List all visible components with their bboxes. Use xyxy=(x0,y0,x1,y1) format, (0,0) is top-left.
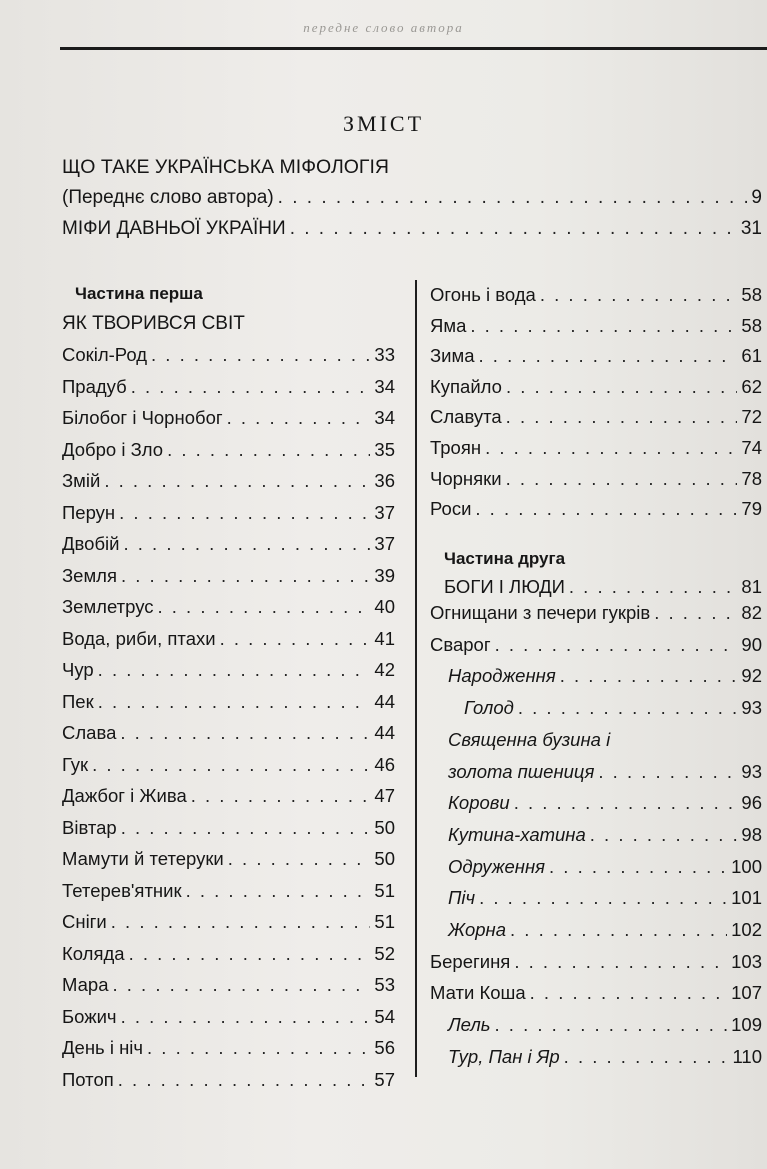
toc-entry[interactable] xyxy=(62,344,395,366)
leader-dots xyxy=(113,974,371,996)
toc-entry[interactable] xyxy=(62,880,395,902)
toc-entry-page: 51 xyxy=(374,911,395,932)
toc-entry[interactable] xyxy=(430,982,762,1004)
toc-entry-label: Священна бузина і xyxy=(448,728,611,750)
leader-dots xyxy=(151,344,370,366)
toc-entry-page: 9 xyxy=(751,187,762,208)
toc-entry-label: Зима xyxy=(430,345,475,367)
leader-dots xyxy=(569,576,738,598)
toc-entry-label: Добро і Зло xyxy=(62,438,164,460)
toc-entry-label: Слава xyxy=(62,722,117,743)
toc-entry-label: Потоп xyxy=(62,1068,114,1090)
toc-entry-page: 61 xyxy=(741,345,762,367)
toc-entry[interactable] xyxy=(430,345,762,367)
toc-entry-label: Дажбог і Жива xyxy=(62,785,187,806)
toc-entry[interactable] xyxy=(430,919,762,941)
toc-entry[interactable] xyxy=(430,602,762,624)
toc-entry-page: 42 xyxy=(374,659,395,680)
toc-entry-label: Прадуб xyxy=(62,375,127,397)
toc-entry-page: 46 xyxy=(374,753,395,775)
toc-entry-page: 62 xyxy=(741,375,762,397)
leader-dots xyxy=(119,502,370,524)
leader-dots xyxy=(191,785,371,807)
toc-entry-label: МІФИ ДАВНЬОЇ УКРАЇНИ xyxy=(62,218,286,239)
toc-entry-label: Божич xyxy=(62,1005,117,1027)
toc-entry[interactable] xyxy=(430,729,762,751)
toc-entry-page: 103 xyxy=(731,950,762,972)
leader-dots xyxy=(121,817,371,839)
toc-entry-page: 44 xyxy=(374,722,395,743)
leader-dots xyxy=(514,792,738,814)
leader-dots xyxy=(564,1046,729,1068)
leader-dots xyxy=(470,315,737,337)
toc-entry[interactable] xyxy=(430,824,762,846)
toc-entry-page: 82 xyxy=(741,602,762,623)
leader-dots xyxy=(92,754,370,776)
column-divider xyxy=(415,280,417,1077)
toc-entry-label: Перун xyxy=(62,501,116,523)
toc-entry-label: Одруження xyxy=(448,855,546,877)
leader-dots xyxy=(495,634,738,656)
toc-entry-page: 37 xyxy=(374,533,395,554)
toc-entry-label: Землетрус xyxy=(62,596,154,617)
toc-entry[interactable] xyxy=(62,659,395,681)
toc-entry-page: 58 xyxy=(741,284,762,305)
toc-entry-label: Вівтар xyxy=(62,816,117,838)
leader-dots xyxy=(131,376,371,398)
leader-dots xyxy=(167,439,370,461)
toc-entry[interactable] xyxy=(62,502,395,524)
toc-entry-label: Чорняки xyxy=(430,467,502,489)
leader-dots xyxy=(220,628,371,650)
toc-entry-page: 36 xyxy=(374,470,395,491)
leader-dots xyxy=(549,856,727,878)
toc-entry-label: Двобій xyxy=(62,533,120,554)
toc-entry-page: 31 xyxy=(740,218,762,239)
toc-entry-page: 33 xyxy=(374,344,395,365)
toc-entry-intro[interactable] xyxy=(62,187,762,209)
toc-entry-label: Сокіл-Род xyxy=(62,344,148,365)
leader-dots xyxy=(514,951,727,973)
toc-entry-page: 74 xyxy=(741,437,762,458)
leader-dots xyxy=(506,406,738,428)
leader-dots xyxy=(227,407,371,429)
toc-entry-label: (Переднє слово автора) xyxy=(62,187,274,208)
toc-entry-page: 96 xyxy=(741,792,762,814)
leader-dots xyxy=(506,468,738,490)
toc-entry-page: 98 xyxy=(741,823,762,845)
toc-entry[interactable] xyxy=(62,974,395,996)
toc-entry[interactable] xyxy=(62,691,395,713)
toc-entry[interactable] xyxy=(430,284,762,306)
part1-title: ЯК ТВОРИВСЯ СВІТ xyxy=(62,313,245,334)
part1-label: Частина перша xyxy=(75,284,203,303)
leader-dots xyxy=(111,911,371,933)
toc-entry-page: 39 xyxy=(374,564,395,586)
toc-entry-page: 93 xyxy=(741,697,762,719)
leader-dots xyxy=(129,943,371,965)
leader-dots xyxy=(158,596,371,618)
toc-entry[interactable] xyxy=(62,911,395,933)
running-head: передне слово автора xyxy=(303,20,464,35)
toc-entry-label: Пек xyxy=(62,690,94,712)
leader-dots xyxy=(479,887,727,909)
toc-entry[interactable] xyxy=(62,817,395,839)
toc-entry-label: золота пшениця xyxy=(448,760,595,782)
toc-entry[interactable] xyxy=(430,437,762,459)
leader-dots xyxy=(654,602,737,624)
toc-entry-label: День і ніч xyxy=(62,1037,144,1058)
leader-dots xyxy=(560,665,738,687)
toc-entry-label: Вода, риби, птахи xyxy=(62,627,216,649)
leader-dots xyxy=(598,761,737,783)
toc-entry-page: 35 xyxy=(374,438,395,460)
toc-entry-page: 40 xyxy=(374,596,395,617)
toc-entry-page: 47 xyxy=(374,785,395,806)
leader-dots xyxy=(495,1014,728,1036)
toc-entry[interactable] xyxy=(430,761,762,783)
toc-entry[interactable] xyxy=(430,697,762,719)
toc-entry-label: Мамути й тетеруки xyxy=(62,848,224,869)
toc-entry-label: Роси xyxy=(430,498,472,520)
toc-entry-page: 56 xyxy=(374,1037,395,1058)
toc-entry-page: 110 xyxy=(732,1045,762,1067)
toc-entry[interactable] xyxy=(430,856,762,878)
toc-entry-label: Голод xyxy=(464,697,514,719)
leader-dots xyxy=(186,880,371,902)
toc-entry-page: 50 xyxy=(374,848,395,869)
toc-entry-label: Тур, Пан і Яр xyxy=(448,1045,560,1067)
toc-entry[interactable] xyxy=(62,407,395,429)
leader-dots xyxy=(228,848,371,870)
toc-entry-label: Мати Коша xyxy=(430,982,526,1004)
toc-entry-page: 93 xyxy=(741,760,762,782)
toc-entry[interactable] xyxy=(430,634,762,656)
toc-entry-myths[interactable] xyxy=(62,218,762,240)
toc-entry-page: 79 xyxy=(741,498,762,520)
toc-entry-label: Мара xyxy=(62,974,109,995)
toc-entry[interactable] xyxy=(62,596,395,618)
toc-entry-page: 57 xyxy=(374,1068,395,1090)
toc-entry[interactable] xyxy=(430,498,762,520)
toc-entry[interactable] xyxy=(62,1069,395,1091)
leader-dots xyxy=(485,437,737,459)
toc-entry-page: 34 xyxy=(374,375,395,397)
leader-dots xyxy=(475,498,737,520)
toc-entry[interactable] xyxy=(430,951,762,973)
toc-entry[interactable] xyxy=(62,722,395,744)
toc-entry-label: Берегиня xyxy=(430,950,511,972)
toc-entry-page: 34 xyxy=(374,407,395,428)
leader-dots xyxy=(590,824,738,846)
toc-entry-page: 101 xyxy=(731,887,762,909)
toc-entry-label: Чур xyxy=(62,659,94,680)
leader-dots xyxy=(121,1006,371,1028)
toc-entry-page: 92 xyxy=(741,665,762,687)
leader-dots xyxy=(479,345,738,367)
toc-entry-label: Кутина-хатина xyxy=(448,823,586,845)
toc-entry-part2[interactable] xyxy=(430,576,762,598)
toc-entry-page: 44 xyxy=(374,690,395,712)
toc-entry-page: 54 xyxy=(374,1005,395,1027)
leader-dots xyxy=(147,1037,370,1059)
toc-entry-label: Славута xyxy=(430,406,502,428)
toc-entry[interactable] xyxy=(62,943,395,965)
leader-dots xyxy=(510,919,727,941)
toc-entry[interactable] xyxy=(62,785,395,807)
toc-entry[interactable] xyxy=(430,315,762,337)
toc-entry[interactable] xyxy=(430,376,762,398)
toc-entry-label: Огонь і вода xyxy=(430,284,536,305)
toc-entry-page: 90 xyxy=(741,633,762,655)
toc-entry-label: Білобог і Чорнобог xyxy=(62,407,223,428)
leader-dots xyxy=(530,982,727,1004)
part2-label: Частина друга xyxy=(444,549,566,568)
part2-title: БОГИ І ЛЮДИ xyxy=(444,576,565,597)
page-title: ЗМІСТ xyxy=(342,111,425,136)
leader-dots xyxy=(506,376,737,398)
toc-entry-label: Гук xyxy=(62,753,89,775)
toc-entry-label: Лель xyxy=(448,1014,491,1036)
intro-heading: ЩО ТАКЕ УКРАЇНСЬКА МІФОЛОГІЯ xyxy=(62,156,389,178)
toc-entry-page: 41 xyxy=(374,627,395,649)
toc-entry-label: Сніги xyxy=(62,911,107,932)
toc-entry-label: Коляда xyxy=(62,942,125,964)
toc-entry-label: Сварог xyxy=(430,633,491,655)
leader-dots xyxy=(290,218,737,240)
toc-entry-label: Земля xyxy=(62,564,117,586)
toc-entry[interactable] xyxy=(430,887,762,909)
toc-entry[interactable] xyxy=(62,1037,395,1059)
leader-dots xyxy=(123,533,370,555)
toc-entry-label: Змій xyxy=(62,470,101,491)
toc-entry-label: Піч xyxy=(448,887,476,909)
toc-entry[interactable] xyxy=(62,470,395,492)
toc-entry-page: 109 xyxy=(731,1014,762,1036)
toc-entry[interactable] xyxy=(62,439,395,461)
toc-entry-page: 37 xyxy=(374,501,395,523)
toc-entry[interactable] xyxy=(62,565,395,587)
toc-entry-label: Корови xyxy=(448,792,510,814)
toc-entry-page: 53 xyxy=(374,974,395,995)
toc-entry-label: Огнищани з печери гукрів xyxy=(430,602,651,623)
toc-entry-label: Тетерев'ятник xyxy=(62,879,182,901)
leader-dots xyxy=(104,470,370,492)
leader-dots xyxy=(278,187,748,209)
toc-entry[interactable] xyxy=(62,848,395,870)
toc-entry[interactable] xyxy=(62,628,395,650)
toc-entry-page: 72 xyxy=(741,406,762,428)
toc-entry-label: Купайло xyxy=(430,375,502,397)
toc-entry-label: Народження xyxy=(448,665,556,687)
toc-entry[interactable] xyxy=(62,754,395,776)
toc-entry-page: 50 xyxy=(374,816,395,838)
leader-dots xyxy=(98,659,371,681)
leader-dots xyxy=(518,697,738,719)
toc-entry-page: 52 xyxy=(374,942,395,964)
toc-entry-label: Троян xyxy=(430,437,482,458)
toc-entry[interactable] xyxy=(62,1006,395,1028)
toc-entry-page: 102 xyxy=(731,919,762,940)
toc-entry[interactable] xyxy=(430,792,762,814)
toc-entry[interactable] xyxy=(430,468,762,490)
toc-entry[interactable] xyxy=(430,406,762,428)
toc-entry-page: 78 xyxy=(741,467,762,489)
toc-entry-label: Яма xyxy=(430,314,467,336)
toc-entry-page: 58 xyxy=(741,314,762,336)
toc-entry[interactable] xyxy=(430,665,762,687)
toc-entry[interactable] xyxy=(62,376,395,398)
toc-entry-page: 51 xyxy=(374,879,395,901)
leader-dots xyxy=(540,284,738,306)
leader-dots xyxy=(120,722,370,744)
toc-entry[interactable] xyxy=(430,1014,762,1036)
toc-entry[interactable] xyxy=(62,533,395,555)
toc-entry-page: 107 xyxy=(731,982,762,1004)
top-rule xyxy=(60,47,767,50)
leader-dots xyxy=(121,565,370,587)
toc-entry[interactable] xyxy=(430,1046,762,1068)
leader-dots xyxy=(118,1069,371,1091)
toc-entry-label: Жорна xyxy=(448,919,507,940)
toc-entry-page: 100 xyxy=(731,855,762,877)
toc-entry-page: 81 xyxy=(741,576,762,597)
leader-dots xyxy=(98,691,371,713)
